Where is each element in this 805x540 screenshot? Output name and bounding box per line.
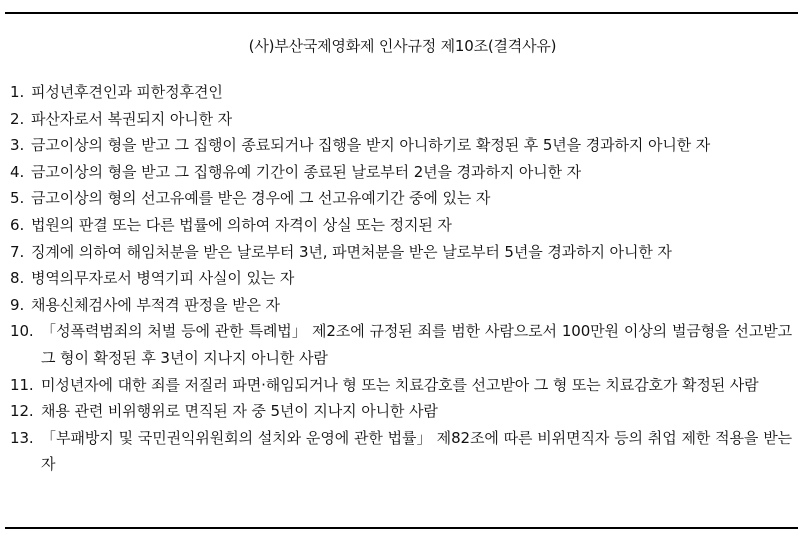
list-item: [10, 79, 792, 106]
item-number: 12.: [10, 402, 34, 421]
item-text: 금고이상의 형을 받고 그 집행이 종료되거나 집행을 받지 아니하기로 확정된 후 5년을 경과하지 아니한 자: [31, 136, 711, 155]
disqualification-list: [10, 79, 792, 478]
document-title: (사)부산국제영화제 인사규정 제10조(결격사유): [248, 37, 557, 55]
item-number: 5.: [10, 189, 25, 208]
list-item: [10, 239, 792, 266]
item-text: 금고이상의 형을 받고 그 집행유예 기간이 종료된 날로부터 2년을 경과하지 아니한 자: [31, 162, 582, 181]
item-number: 9.: [10, 295, 25, 314]
item-number: 1.: [10, 83, 25, 101]
item-text: 병역의무자로서 병역기피 사실이 있는 자: [31, 269, 295, 288]
list-item: [10, 372, 792, 399]
item-text: 파산자로서 복권되지 아니한 자: [31, 109, 233, 128]
item-number: 2.: [10, 109, 25, 128]
item-text: 채용신체검사에 부적격 판정을 받은 자: [31, 295, 280, 314]
item-text: 법원의 판결 또는 다른 법률에 의하여 자격이 상실 또는 정지된 자: [31, 215, 452, 234]
list-item: [10, 292, 792, 319]
list-item: [10, 318, 792, 371]
item-number: 3.: [10, 136, 25, 155]
item-number: 8.: [10, 269, 25, 288]
item-number: 13.: [10, 428, 34, 447]
bottom-rule: [5, 527, 798, 529]
list-item: [10, 132, 792, 159]
list-item: [10, 212, 792, 239]
item-number: 10.: [10, 322, 34, 341]
item-text: 「부패방지 및 국민권익위원회의 설치와 운영에 관한 법률」 제82조에 따른 비위면직자 등의 취업 제한 적용을 받는 자: [41, 428, 792, 474]
item-text: 미성년자에 대한 죄를 저질러 파면·해임되거나 형 또는 치료감호를 선고받아 그 형 또는 치료감호가 확정된 사람: [41, 375, 759, 394]
item-text: 피성년후견인과 피한정후견인: [31, 83, 223, 101]
item-text: 징계에 의하여 해임처분을 받은 날로부터 3년, 파면처분을 받은 날로부터 5년을 경과하지 아니한 자: [31, 242, 672, 261]
list-item: [10, 185, 792, 212]
item-number: 11.: [10, 375, 34, 394]
list-item: [10, 159, 792, 186]
item-number: 6.: [10, 215, 25, 234]
item-text: 「성폭력범죄의 처벌 등에 관한 특례법」 제2조에 규정된 죄를 범한 사람으로서 100만원 이상의 벌금형을 선고받고 그 형이 확정된 후 3년이 지나지 아니한 사람: [41, 322, 792, 367]
item-text: 금고이상의 형의 선고유예를 받은 경우에 그 선고유예기간 중에 있는 자: [31, 189, 491, 208]
item-text: 채용 관련 비위행위로 면직된 자 중 5년이 지나지 아니한 사람: [41, 402, 438, 421]
item-number: 7.: [10, 242, 25, 261]
list-item: [10, 398, 792, 425]
item-number: 4.: [10, 162, 25, 181]
top-rule: [5, 12, 798, 14]
list-item: [10, 106, 792, 133]
list-item: [10, 265, 792, 292]
list-item: [10, 425, 792, 478]
